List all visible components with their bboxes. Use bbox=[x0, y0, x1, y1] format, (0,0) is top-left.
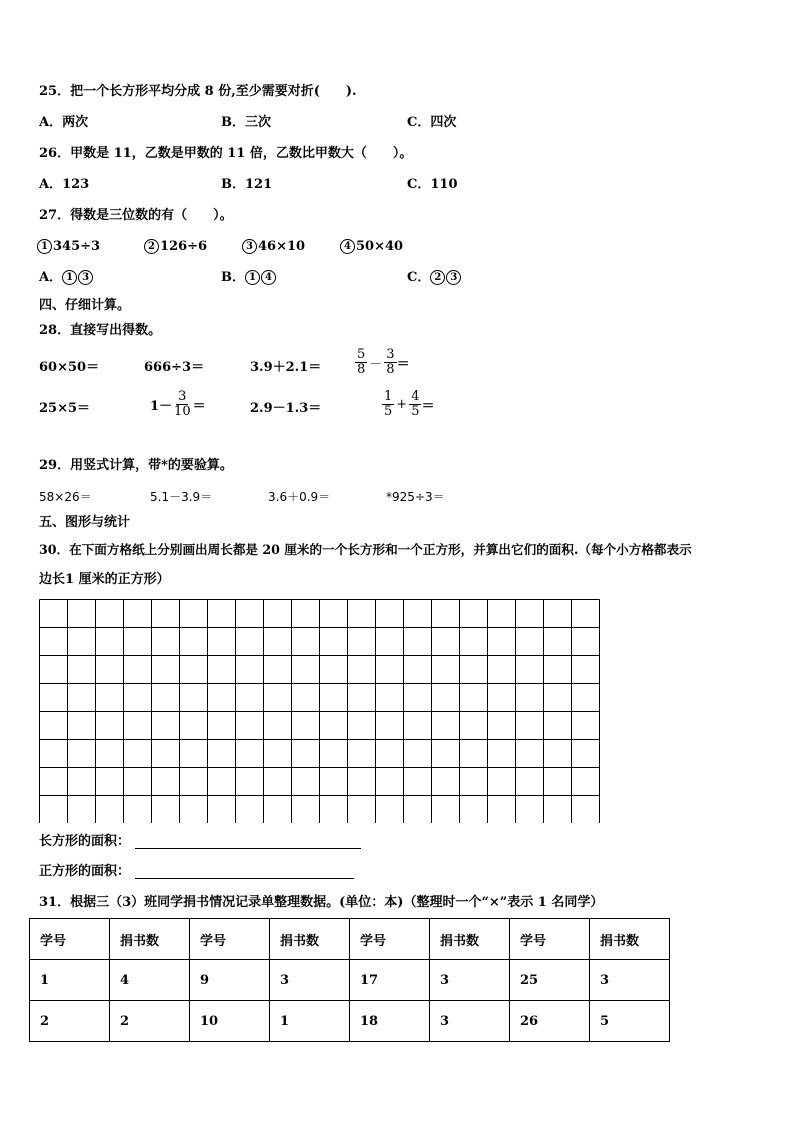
question-26-stem: 26．甲数是 11，乙数是甲数的 11 倍，乙数比甲数大（ ）。 bbox=[39, 146, 413, 161]
question-29-stem: 29．用竖式计算，带*的要验算。 bbox=[39, 458, 233, 473]
q28-item-4-fraction-expression: $\frac{5}{8}$ － $\frac{3}{8}$ ＝ bbox=[357, 347, 410, 377]
fraction: $\frac{3}{8}$ bbox=[386, 347, 395, 377]
q28-item-7: 2.9－1.3＝ bbox=[250, 401, 322, 416]
q29-item-3: 3.6＋0.9＝ bbox=[268, 490, 331, 504]
question-27-stem: 27．得数是三位数的有（ ）。 bbox=[39, 208, 233, 223]
circled-number-2: 2 bbox=[430, 270, 445, 285]
header-cell: 学号 bbox=[350, 919, 430, 960]
q29-item-4: *925÷3＝ bbox=[386, 490, 445, 504]
q26-option-b: B．121 bbox=[221, 177, 273, 192]
fraction: $\frac{3}{10}$ bbox=[174, 389, 191, 419]
q27-item-4: 4 50×40 bbox=[340, 239, 403, 255]
header-cell: 学号 bbox=[30, 919, 110, 960]
q28-item-1: 60×50＝ bbox=[39, 360, 100, 375]
circled-number-3: 3 bbox=[242, 239, 257, 254]
question-30-stem-line-2: 边长1 厘米的正方形） bbox=[39, 572, 170, 587]
table-cell: 3 bbox=[590, 960, 670, 1001]
q28-item-5: 25×5＝ bbox=[39, 401, 91, 416]
table-cell: 26 bbox=[510, 1001, 590, 1042]
question-28-stem: 28．直接写出得数。 bbox=[39, 323, 162, 338]
q28-item-3: 3.9＋2.1＝ bbox=[250, 360, 322, 375]
circled-number-2: 2 bbox=[144, 239, 159, 254]
q25-option-b: B．三次 bbox=[221, 115, 271, 130]
header-cell: 捐书数 bbox=[590, 919, 670, 960]
header-cell: 捐书数 bbox=[110, 919, 190, 960]
circled-number-1: 1 bbox=[245, 270, 260, 285]
header-cell: 捐书数 bbox=[270, 919, 350, 960]
table-cell: 1 bbox=[30, 960, 110, 1001]
q28-item-2: 666÷3＝ bbox=[144, 360, 205, 375]
circled-number-1: 1 bbox=[62, 270, 77, 285]
table-cell: 10 bbox=[190, 1001, 270, 1042]
table-header-row bbox=[30, 919, 670, 960]
square-area-label: 正方形的面积： bbox=[39, 864, 131, 879]
header-cell: 学号 bbox=[510, 919, 590, 960]
rectangle-area-label: 长方形的面积： bbox=[39, 834, 131, 849]
section-5-heading: 五、图形与统计 bbox=[39, 515, 131, 530]
fraction: $\frac{1}{5}$ bbox=[384, 389, 393, 419]
table-cell: 25 bbox=[510, 960, 590, 1001]
rectangle-area-answer-line[interactable] bbox=[135, 848, 361, 849]
donation-record-table bbox=[29, 918, 670, 1042]
q27-item-1: 1 345÷3 bbox=[37, 239, 100, 255]
table-cell: 1 bbox=[270, 1001, 350, 1042]
question-25-stem: 25．把一个长方形平均分成 8 份,至少需要对折( ). bbox=[39, 84, 357, 99]
table-cell: 5 bbox=[590, 1001, 670, 1042]
table-cell: 4 bbox=[110, 960, 190, 1001]
q27-item-2: 2 126÷6 bbox=[144, 239, 207, 255]
circled-number-3: 3 bbox=[78, 270, 93, 285]
q26-option-c: C．110 bbox=[407, 177, 458, 192]
table-cell: 17 bbox=[350, 960, 430, 1001]
circled-number-1: 1 bbox=[37, 239, 52, 254]
table-cell: 3 bbox=[430, 960, 510, 1001]
q27-item-3: 3 46×10 bbox=[242, 239, 305, 255]
table-row bbox=[30, 960, 670, 1001]
table-cell: 2 bbox=[30, 1001, 110, 1042]
q29-item-2: 5.1－3.9＝ bbox=[150, 490, 213, 504]
question-31-stem: 31．根据三（3）班同学捐书情况记录单整理数据。(单位：本)（整理时一个“×”表示 1 名同学） bbox=[39, 895, 604, 910]
q26-option-a: A．123 bbox=[39, 177, 90, 192]
circled-number-3: 3 bbox=[446, 270, 461, 285]
header-cell: 捐书数 bbox=[430, 919, 510, 960]
section-4-heading: 四、仔细计算。 bbox=[39, 298, 131, 313]
q27-option-c: C． 2 3 bbox=[407, 270, 462, 286]
q28-item-6-fraction-expression: 1－ $\frac{3}{10}$ ＝ bbox=[150, 389, 206, 419]
table-cell: 2 bbox=[110, 1001, 190, 1042]
q25-option-a: A．两次 bbox=[39, 115, 89, 130]
q27-option-a: A． 1 3 bbox=[39, 270, 94, 286]
square-area-answer-line[interactable] bbox=[135, 878, 354, 879]
table-cell: 3 bbox=[430, 1001, 510, 1042]
circled-number-4: 4 bbox=[261, 270, 276, 285]
q27-option-b: B． 1 4 bbox=[221, 270, 277, 286]
circled-number-4: 4 bbox=[340, 239, 355, 254]
fraction: $\frac{4}{5}$ bbox=[411, 389, 420, 419]
q25-option-c: C．四次 bbox=[407, 115, 457, 130]
grid-svg bbox=[39, 599, 607, 823]
header-cell: 学号 bbox=[190, 919, 270, 960]
q29-item-1: 58×26＝ bbox=[39, 490, 92, 504]
table-cell: 9 bbox=[190, 960, 270, 1001]
q28-item-8-fraction-expression: $\frac{1}{5}$ + $\frac{4}{5}$ ＝ bbox=[384, 389, 435, 419]
square-grid-paper[interactable] bbox=[39, 599, 607, 827]
table-row bbox=[30, 1001, 670, 1042]
fraction: $\frac{5}{8}$ bbox=[357, 347, 366, 377]
table-cell: 18 bbox=[350, 1001, 430, 1042]
table-cell: 3 bbox=[270, 960, 350, 1001]
question-30-stem-line-1: 30．在下面方格纸上分别画出周长都是 20 厘米的一个长方形和一个正方形，并算出它们的面积.（每个小方格都表示 bbox=[39, 542, 692, 557]
